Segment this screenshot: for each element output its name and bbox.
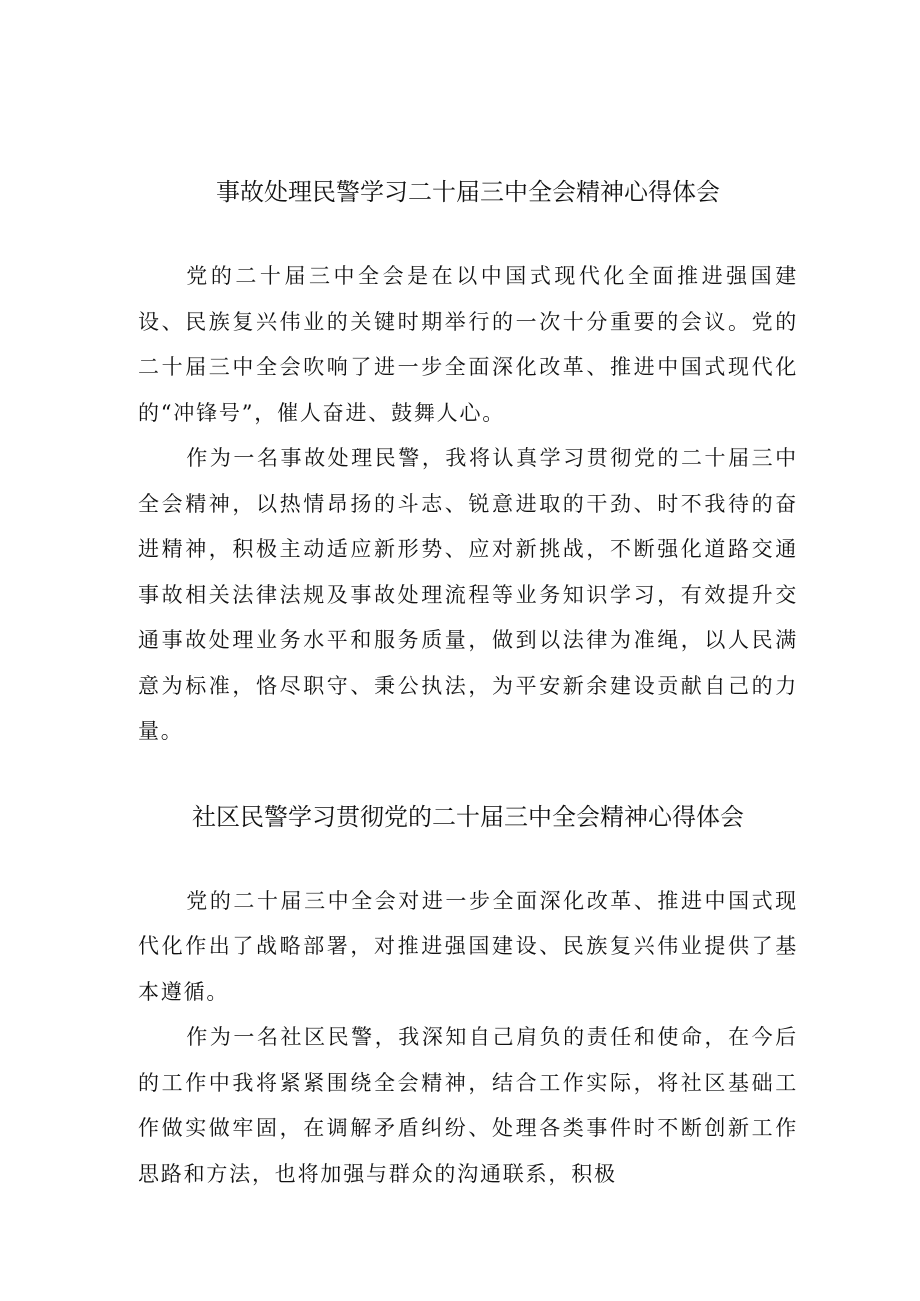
paragraph: 党的二十届三中全会是在以中国式现代化全面推进强国建设、民族复兴伟业的关键时期举行的一次十分重要的会议。党的二十届三中全会吹响了进一步全面深化改革、推进中国式现代化的“冲锋号”，催人奋进、鼓舞人心。 <box>138 264 798 425</box>
document-body <box>138 170 798 1197</box>
section-accident-police <box>138 170 798 755</box>
paragraph: 作为一名社区民警，我深知自己肩负的责任和使命，在今后的工作中我将紧紧围绕全会精神，结合工作实际，将社区基础工作做实做牢固，在调解矛盾纠纷、处理各类事件时不断创新工作思路和方法，也将加强与群众的沟通联系，积极 <box>138 1025 798 1186</box>
paragraph: 作为一名事故处理民警，我将认真学习贯彻党的二十届三中全会精神，以热情昂扬的斗志、锐意进取的干劲、时不我待的奋进精神，积极主动适应新形势、应对新挑战，不断强化道路交通事故相关法律法规及事故处理流程等业务知识学习，有效提升交通事故处理业务水平和服务质量，做到以法律为准绳，以人民满意为标准，恪尽职守、秉公执法，为平安新余建设贡献自己的力量。 <box>138 446 798 743</box>
paragraph: 党的二十届三中全会对进一步全面深化改革、推进中国式现代化作出了战略部署，对推进强国建设、民族复兴伟业提供了基本遵循。 <box>138 888 798 1004</box>
section-title: 社区民警学习贯彻党的二十届三中全会精神心得体会 <box>192 802 744 831</box>
section-title: 事故处理民警学习二十届三中全会精神心得体会 <box>216 178 720 206</box>
section-community-police <box>138 795 798 1198</box>
